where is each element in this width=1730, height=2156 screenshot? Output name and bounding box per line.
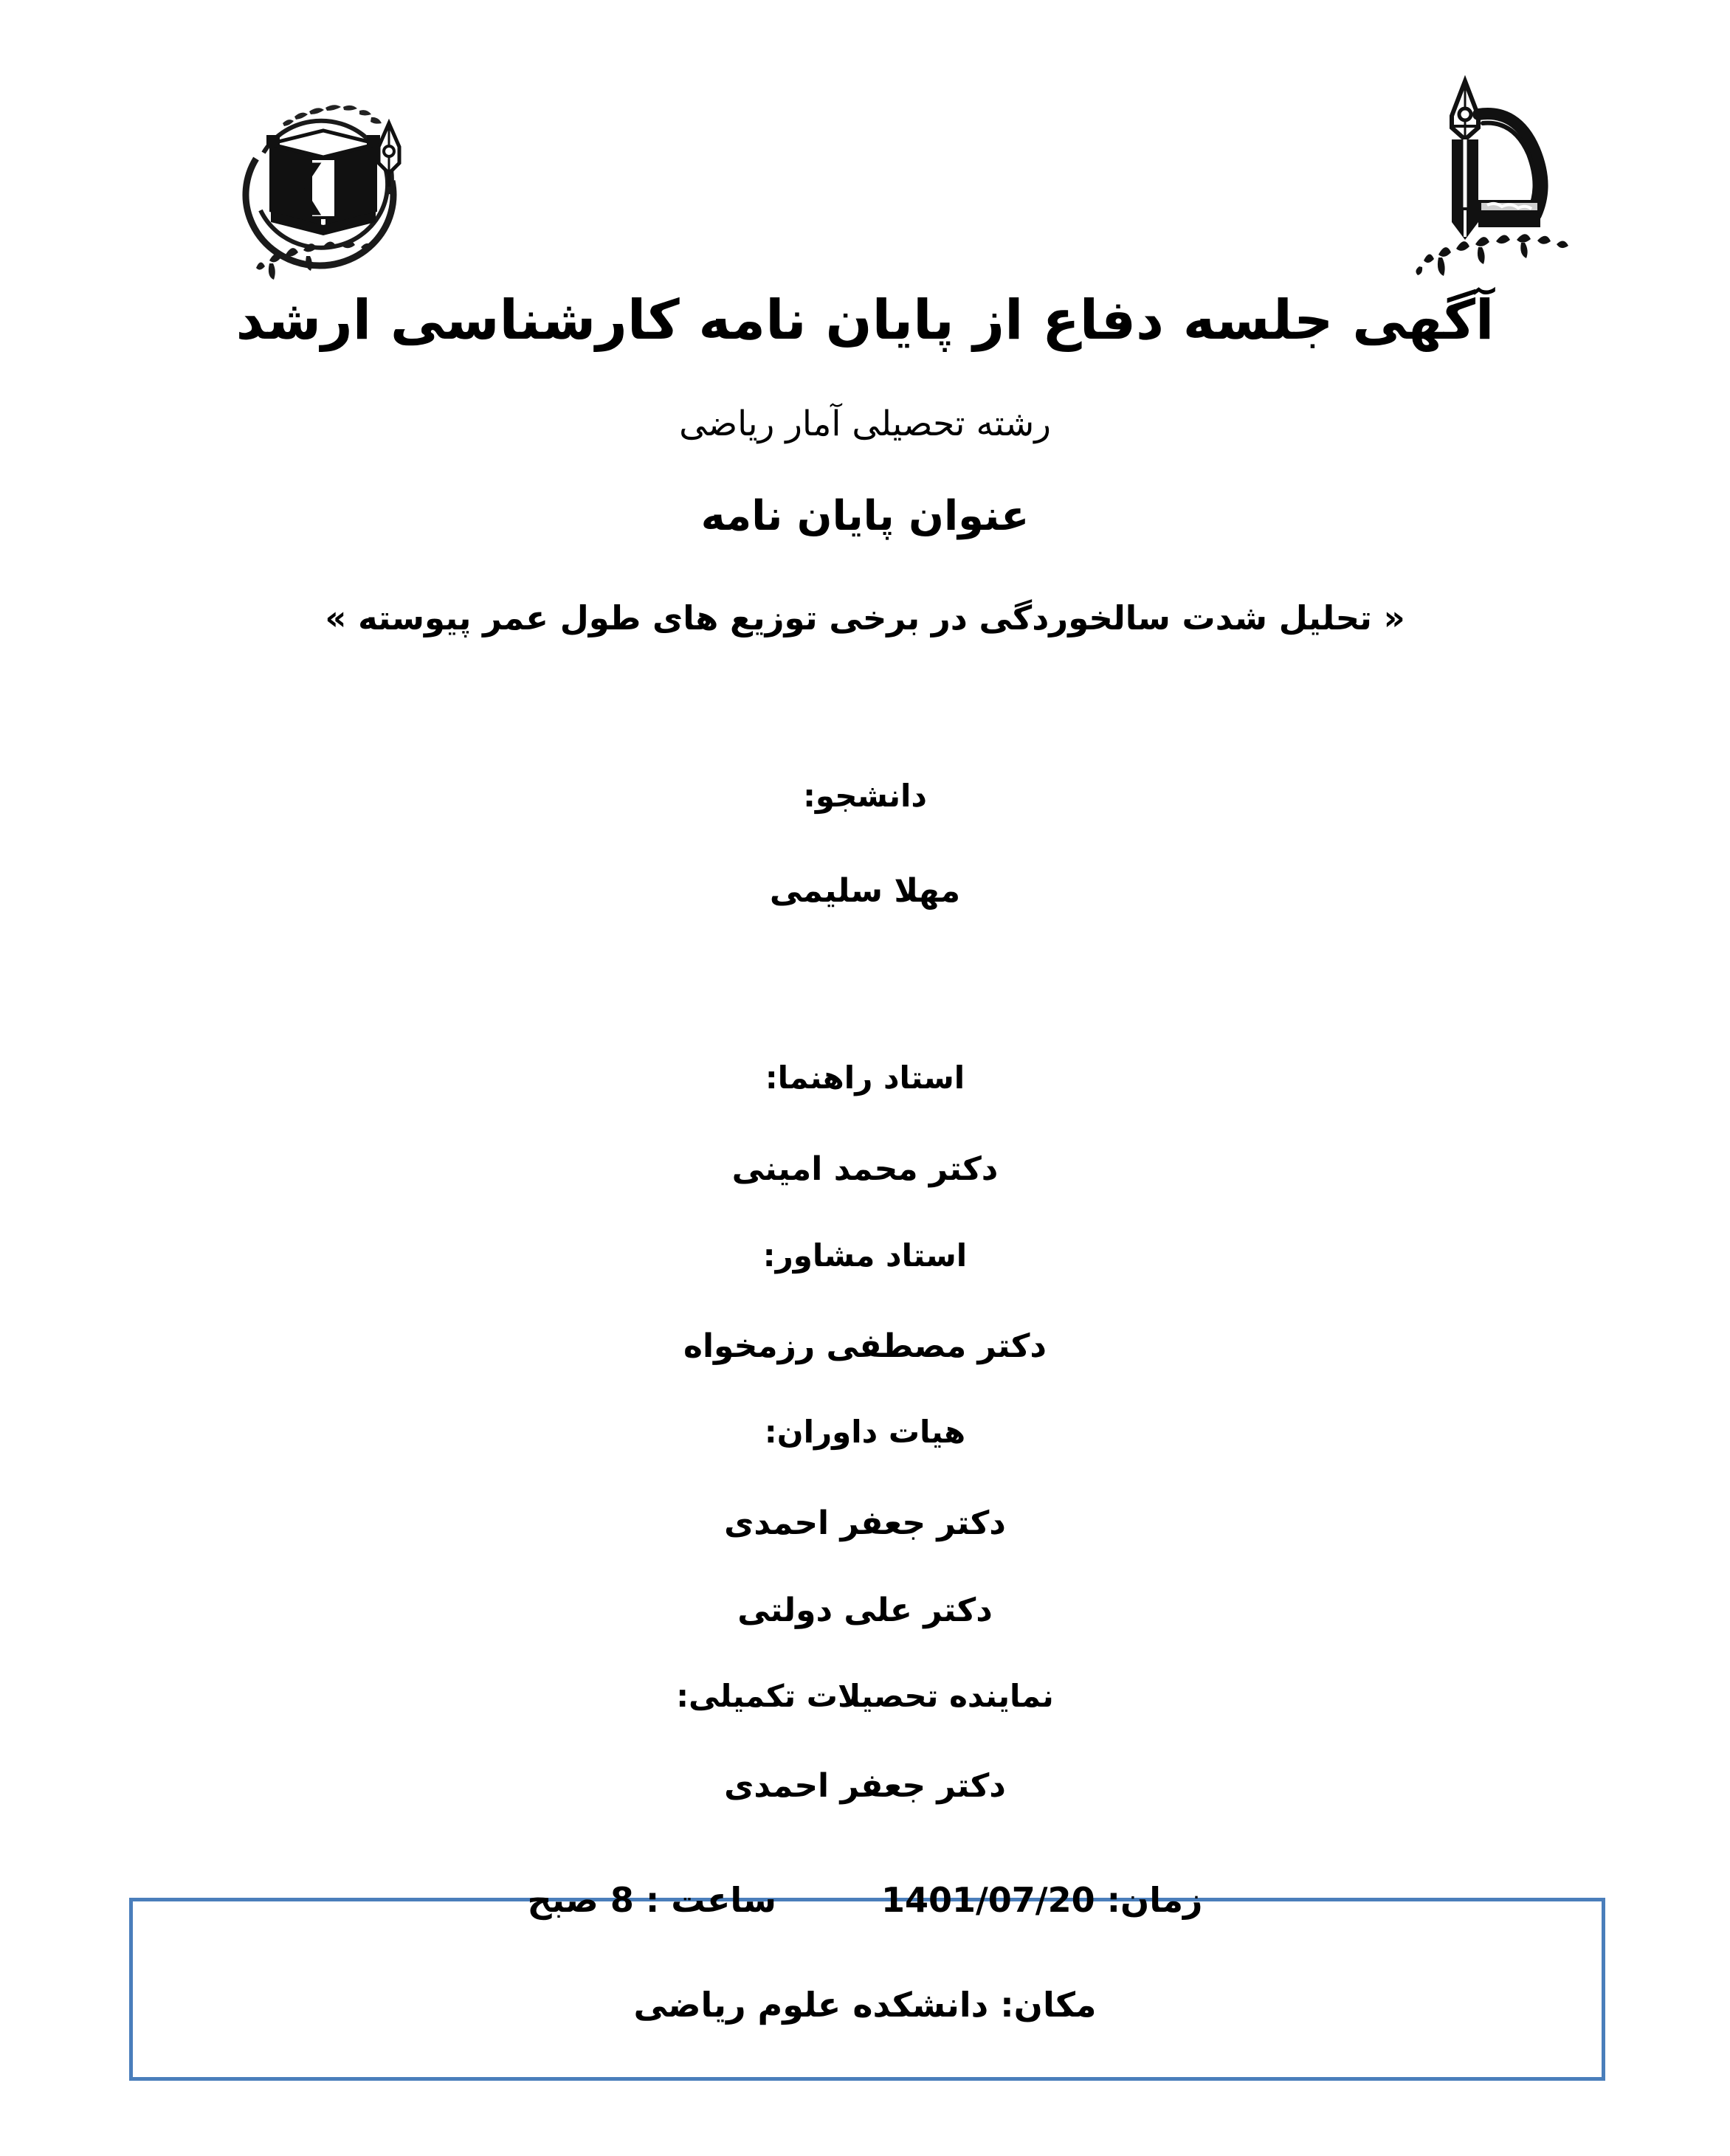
student-name: مهلا سلیمی bbox=[769, 872, 961, 910]
graduate-representative-label: نماینده تحصیلات تکمیلی: bbox=[676, 1678, 1054, 1714]
jury-member: دکتر علی دولتی bbox=[737, 1592, 993, 1629]
advisor-name: دکتر مصطفی رزمخواه bbox=[683, 1327, 1047, 1365]
advisor-label: استاد مشاور: bbox=[762, 1237, 968, 1274]
session-date: 1401/07/20 bbox=[880, 1880, 1095, 1920]
session-place bbox=[0, 1985, 1730, 2025]
place-label: مکان: bbox=[1000, 1985, 1097, 2025]
ferdowsi-university-of-mashhad-logo bbox=[1391, 63, 1605, 284]
thesis-title-label: عنوان پایان نامه bbox=[700, 492, 1030, 540]
time-label: زمان: bbox=[1106, 1880, 1203, 1920]
page-title: آگهی جلسه دفاع از پایان نامه کارشناسی ارشد bbox=[235, 288, 1495, 352]
field-of-study: رشته تحصیلی آمار ریاضی bbox=[679, 404, 1051, 444]
place-value: دانشکده علوم ریاضی bbox=[633, 1985, 989, 2025]
hour-value: 8 صبح bbox=[527, 1880, 634, 1920]
jury-member: دکتر جعفر احمدی bbox=[724, 1504, 1006, 1542]
session-datetime bbox=[0, 1880, 1730, 1920]
jury-label: هیات داوران: bbox=[764, 1414, 966, 1450]
hour-label: ساعت : bbox=[645, 1880, 776, 1920]
thesis-title-value: « تحلیل شدت سالخوردگی در برخی توزیع های طول عمر پیوسته » bbox=[325, 598, 1405, 638]
supervisor-label: استاد راهنما: bbox=[765, 1060, 965, 1096]
faculty-of-mathematical-sciences-logo bbox=[218, 70, 432, 291]
graduate-representative-name: دکتر جعفر احمدی bbox=[724, 1767, 1006, 1805]
supervisor-name: دکتر محمد امینی bbox=[731, 1150, 999, 1188]
student-label: دانشجو: bbox=[803, 778, 927, 814]
